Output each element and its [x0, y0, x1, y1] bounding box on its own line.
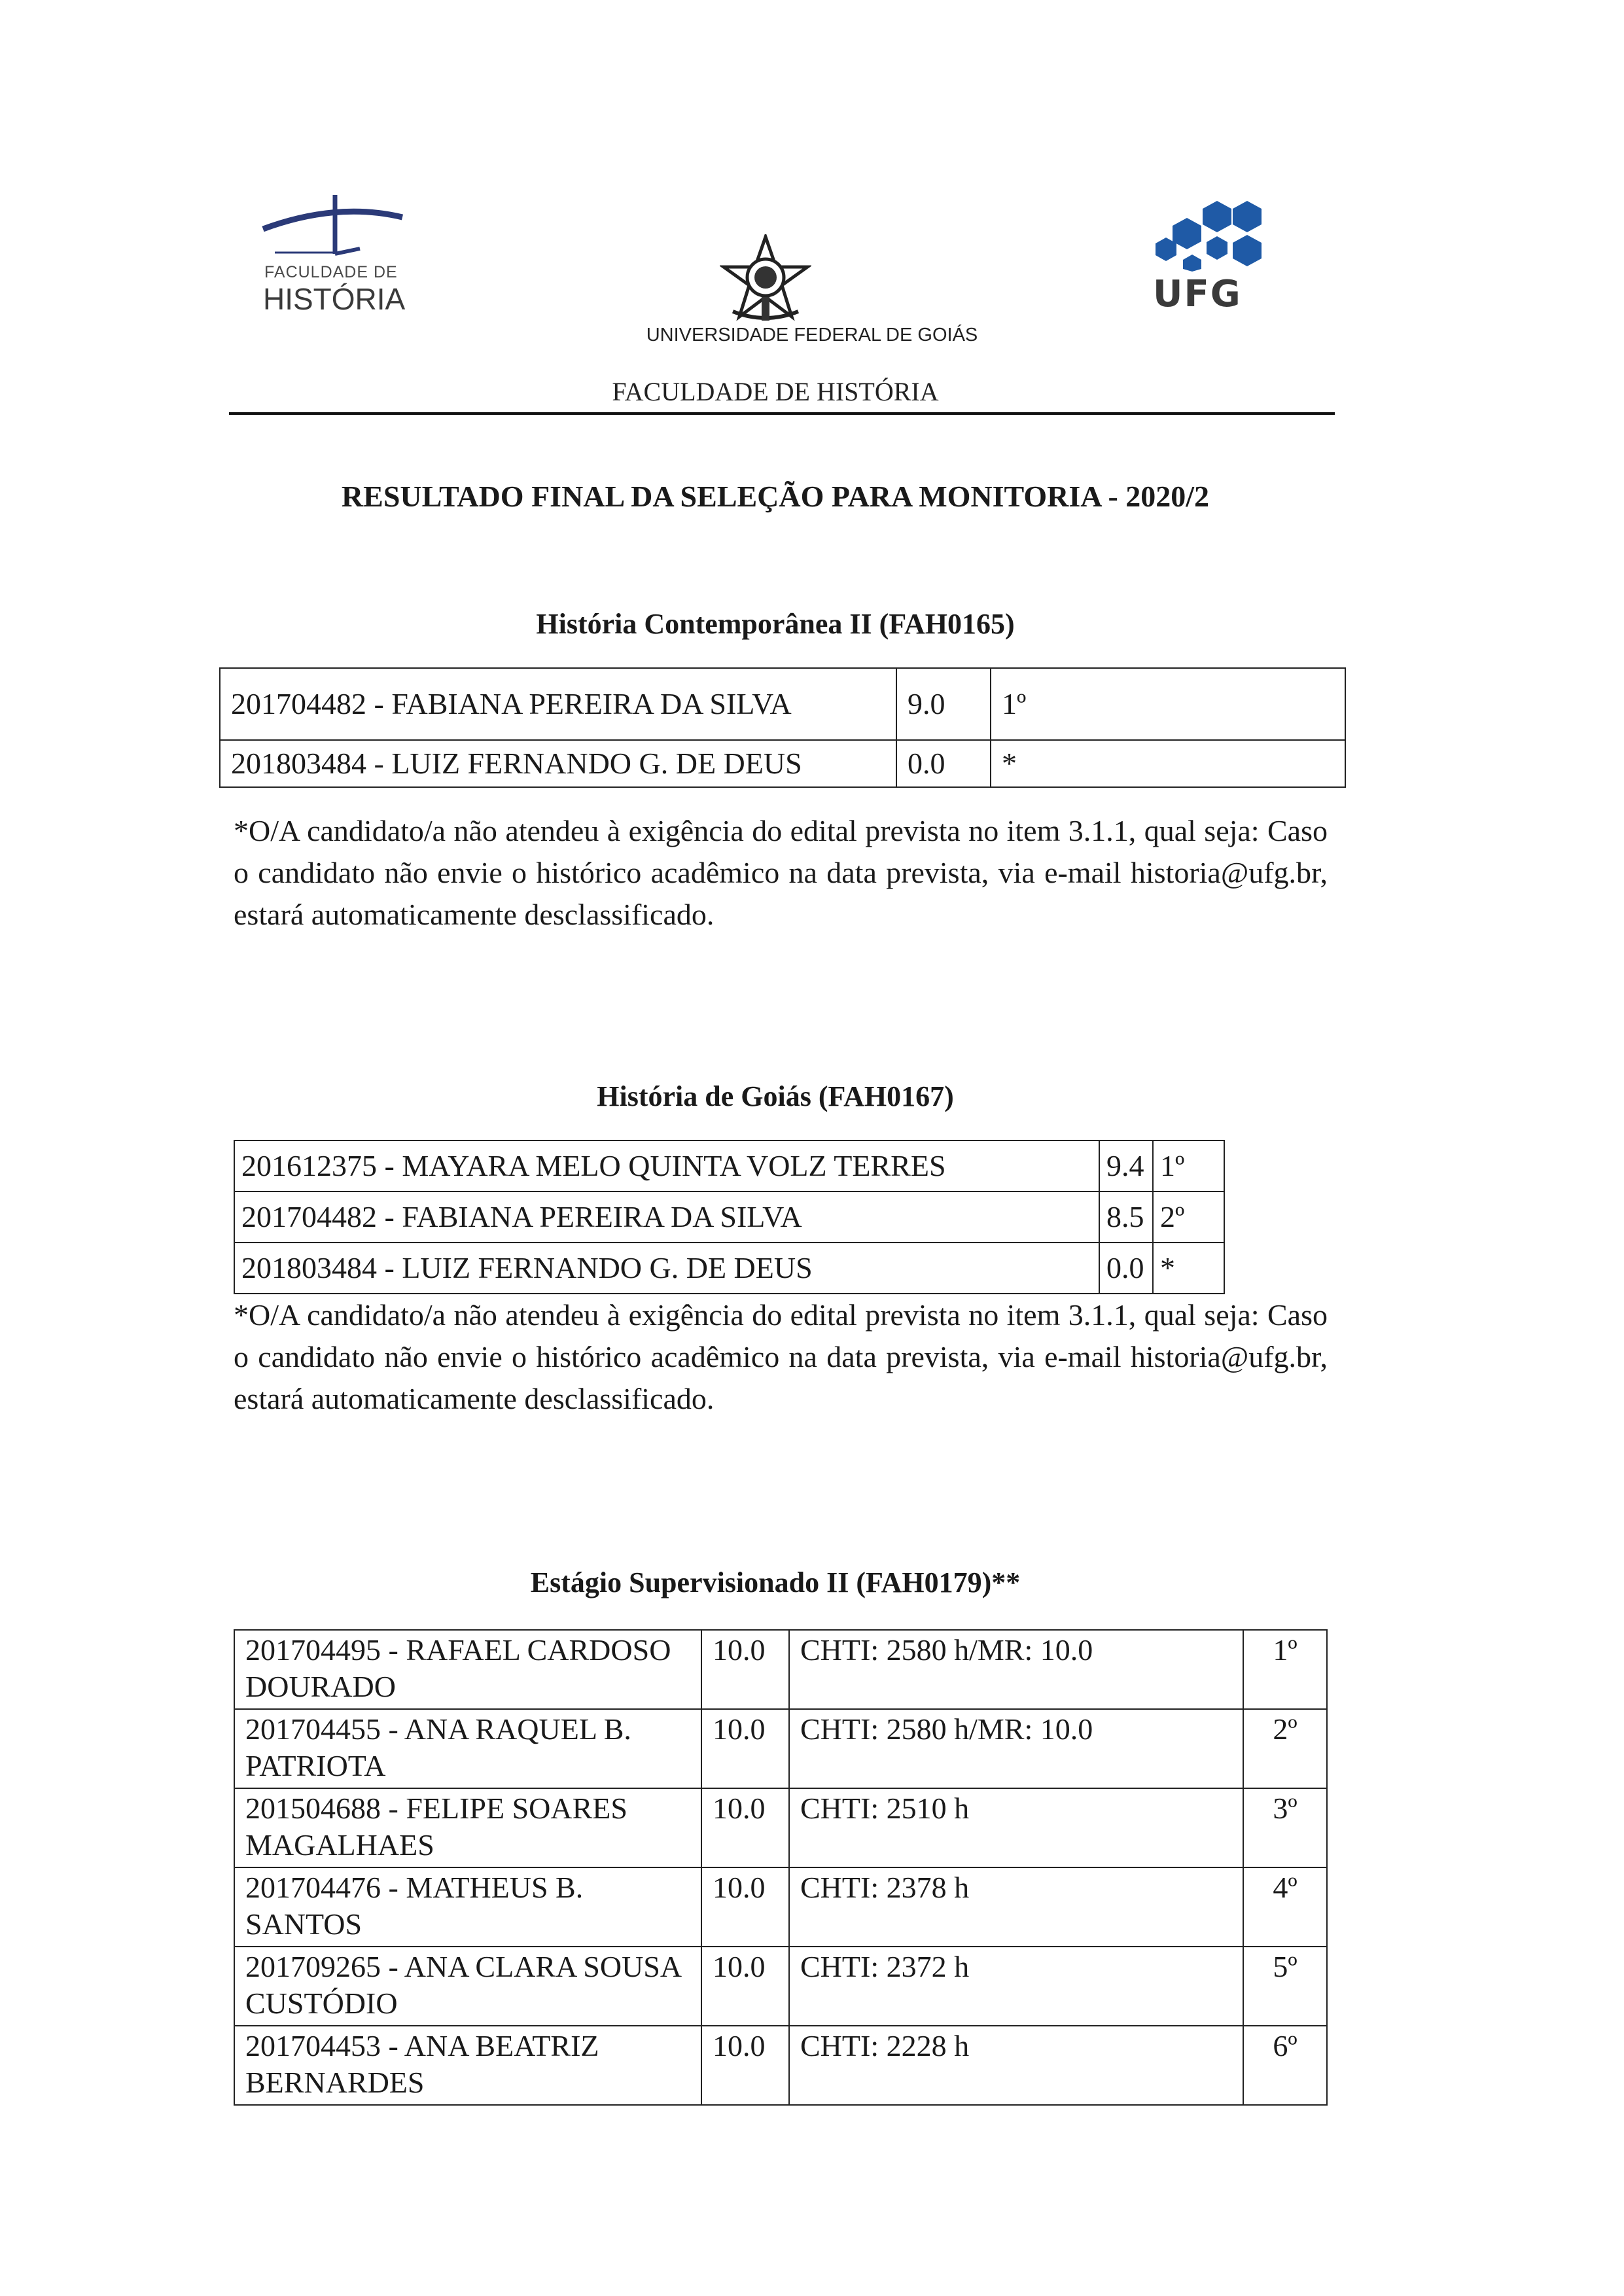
university-name: UNIVERSIDADE FEDERAL DE GOIÁS — [646, 325, 978, 345]
disqualification-note: *O/A candidato/a não atendeu à exigência do edital prevista no item 3.1.1, qual seja: Caso o candidato não envie o histórico acadêmico na data prevista, via e-mail historia@ufg.br, estará automaticamente desclassificado. — [234, 814, 1328, 931]
table-row — [234, 1867, 1327, 1947]
grade-cell: 0.0 — [896, 740, 991, 787]
table-row — [234, 2026, 1327, 2105]
faculty-arch-icon — [262, 190, 412, 262]
candidate-cell: 201704476 - MATHEUS B. SANTOS — [234, 1867, 701, 1947]
faculty-name: FACULDADE DE HISTÓRIA — [612, 377, 939, 406]
criteria-cell: CHTI: 2580 h/MR: 10.0 — [789, 1709, 1243, 1788]
candidate-cell: 201704453 - ANA BEATRIZ BERNARDES — [234, 2026, 701, 2105]
rank-cell: * — [991, 740, 1345, 787]
ufg-logo-text: UFG — [1153, 273, 1242, 315]
results-table-estagio — [234, 1629, 1328, 2106]
criteria-cell: CHTI: 2372 h — [789, 1947, 1243, 2026]
rank-cell: 1º — [1153, 1140, 1224, 1192]
rank-cell: 4º — [1243, 1867, 1327, 1947]
document-title: RESULTADO FINAL DA SELEÇÃO PARA MONITORIA - 2020/2 — [341, 480, 1210, 513]
grade-cell: 8.5 — [1099, 1192, 1153, 1243]
section-title-estagio: Estágio Supervisionado II (FAH0179)** — [530, 1566, 1021, 1598]
table-row — [234, 1947, 1327, 2026]
disqualification-note: *O/A candidato/a não atendeu à exigência do edital prevista no item 3.1.1, qual seja: Caso o candidato não envie o histórico acadêmico na data prevista, via e-mail historia@ufg.br, estará automaticamente desclassificado. — [234, 1298, 1328, 1415]
grade-cell: 10.0 — [701, 1788, 789, 1867]
faculty-logo — [262, 190, 412, 321]
criteria-cell: CHTI: 2228 h — [789, 2026, 1243, 2105]
rank-cell: 6º — [1243, 2026, 1327, 2105]
rank-cell: 2º — [1153, 1192, 1224, 1243]
table-row — [220, 740, 1345, 787]
table-row — [234, 1709, 1327, 1788]
rank-cell: * — [1153, 1243, 1224, 1294]
criteria-cell: CHTI: 2510 h — [789, 1788, 1243, 1867]
rank-cell: 1º — [991, 668, 1345, 740]
grade-cell: 0.0 — [1099, 1243, 1153, 1294]
grade-cell: 10.0 — [701, 1867, 789, 1947]
candidate-cell: 201803484 - LUIZ FERNANDO G. DE DEUS — [234, 1243, 1099, 1294]
grade-cell: 10.0 — [701, 1947, 789, 2026]
candidate-cell: 201704455 - ANA RAQUEL B. PATRIOTA — [234, 1709, 701, 1788]
table-row — [234, 1630, 1327, 1709]
candidate-cell: 201612375 - MAYARA MELO QUINTA VOLZ TERRES — [234, 1140, 1099, 1192]
section-title-goias: História de Goiás (FAH0167) — [597, 1080, 954, 1112]
section-title-contemporanea: História Contemporânea II (FAH0165) — [536, 608, 1015, 640]
national-seal-icon — [720, 234, 811, 326]
grade-cell: 10.0 — [701, 1630, 789, 1709]
faculty-logo-line1: FACULDADE DE — [264, 263, 398, 281]
results-table-goias — [234, 1140, 1225, 1294]
candidate-cell: 201704482 - FABIANA PEREIRA DA SILVA — [234, 1192, 1099, 1243]
grade-cell: 9.4 — [1099, 1140, 1153, 1192]
candidate-cell: 201504688 - FELIPE SOARES MAGALHAES — [234, 1788, 701, 1867]
table-row — [234, 1243, 1224, 1294]
candidate-cell: 201709265 - ANA CLARA SOUSA CUSTÓDIO — [234, 1947, 701, 2026]
candidate-cell: 201704495 - RAFAEL CARDOSO DOURADO — [234, 1630, 701, 1709]
grade-cell: 10.0 — [701, 1709, 789, 1788]
table-row — [220, 668, 1345, 740]
table-row — [234, 1192, 1224, 1243]
ufg-logo — [1152, 200, 1282, 317]
grade-cell: 9.0 — [896, 668, 991, 740]
table-row — [234, 1140, 1224, 1192]
rank-cell: 2º — [1243, 1709, 1327, 1788]
header-divider — [229, 412, 1335, 415]
candidate-cell: 201803484 - LUIZ FERNANDO G. DE DEUS — [220, 740, 896, 787]
results-table-contemporanea — [219, 667, 1346, 788]
rank-cell: 1º — [1243, 1630, 1327, 1709]
grade-cell: 10.0 — [701, 2026, 789, 2105]
rank-cell: 5º — [1243, 1947, 1327, 2026]
rank-cell: 3º — [1243, 1788, 1327, 1867]
table-row — [234, 1788, 1327, 1867]
candidate-cell: 201704482 - FABIANA PEREIRA DA SILVA — [220, 668, 896, 740]
faculty-logo-line2: HISTÓRIA — [263, 282, 406, 316]
criteria-cell: CHTI: 2378 h — [789, 1867, 1243, 1947]
criteria-cell: CHTI: 2580 h/MR: 10.0 — [789, 1630, 1243, 1709]
ufg-hexagons-icon — [1152, 200, 1282, 272]
